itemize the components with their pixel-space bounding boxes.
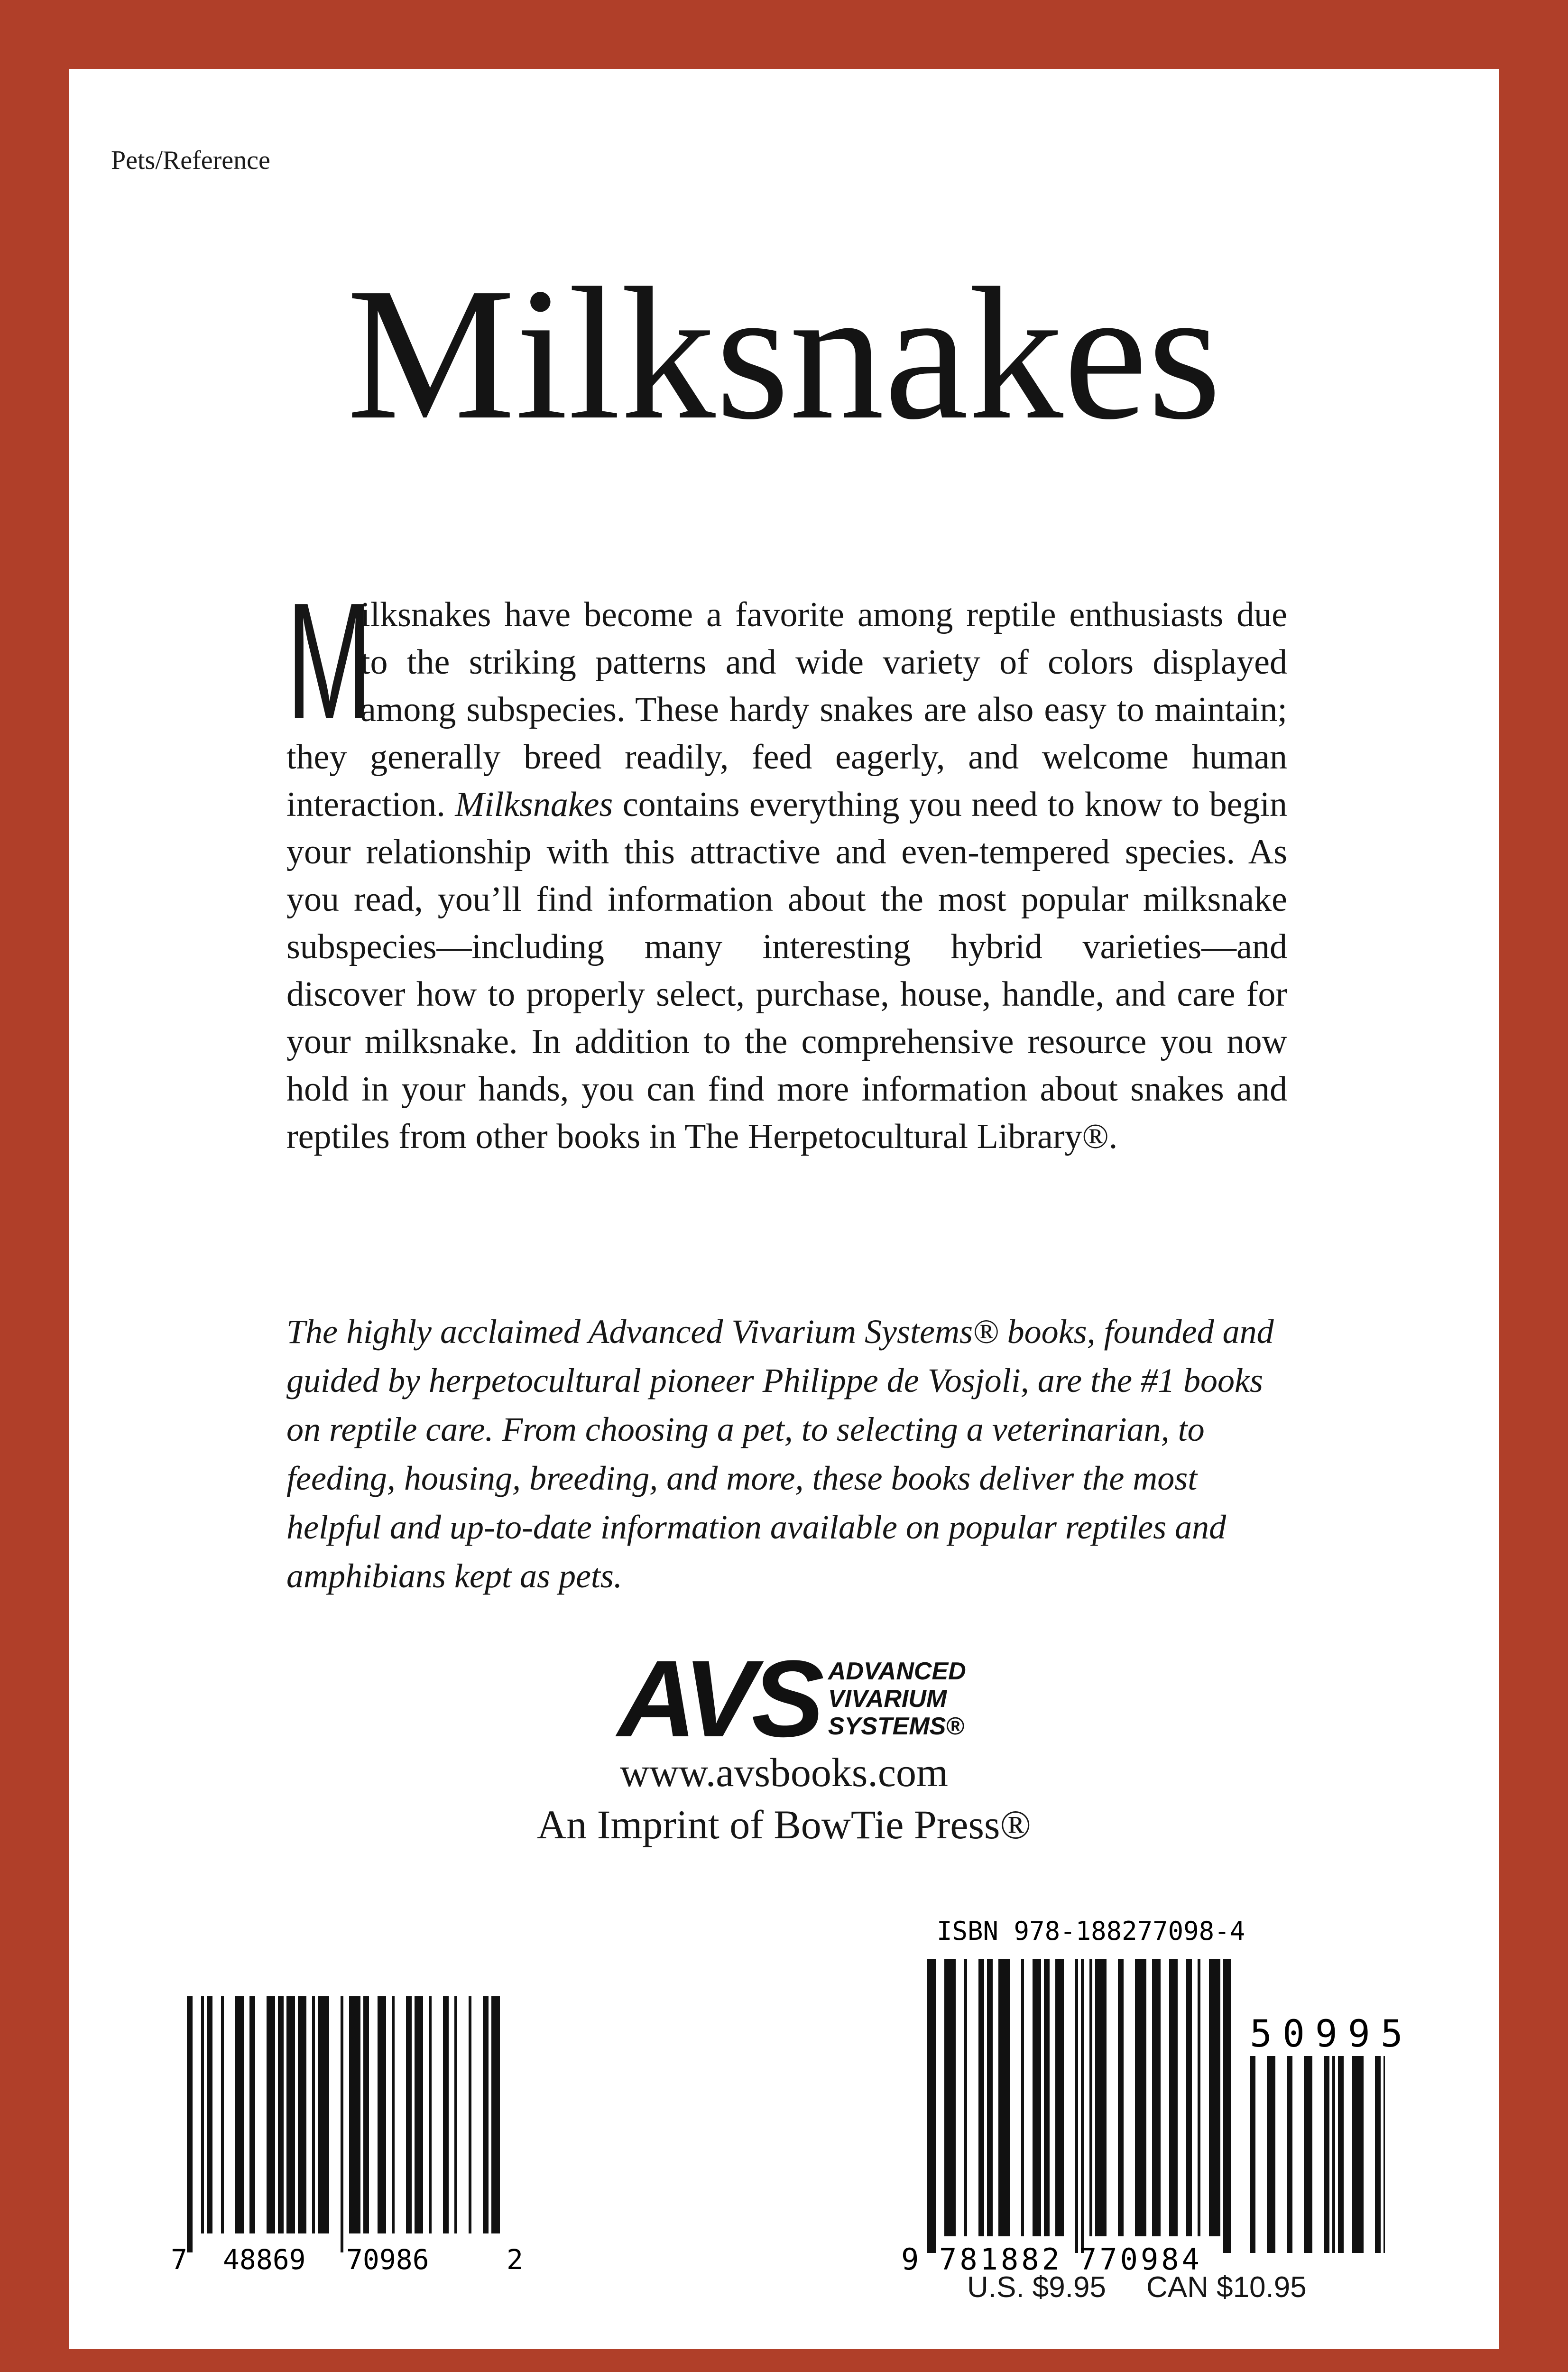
barcode-bar [998, 1959, 1010, 2236]
barcode-bar [187, 1996, 193, 2252]
barcode-bar [1044, 1959, 1050, 2236]
barcode-bar [443, 1996, 449, 2233]
barcode-bar [978, 1959, 984, 2236]
avs-logo-mark: AVS [618, 1638, 820, 1760]
barcode-bar [1021, 1959, 1024, 2236]
barcode-bar [1152, 1959, 1161, 2236]
barcode-bar [392, 1996, 395, 2233]
barcode-bar [235, 1996, 244, 2233]
barcode-bar [1338, 2056, 1344, 2253]
upc-digits-left: 48869 [223, 2243, 306, 2276]
avs-logo-line: SYSTEMS® [828, 1713, 964, 1740]
barcode-bar [987, 1959, 993, 2236]
upc-digits-right: 70986 [346, 2243, 429, 2276]
barcode-bar [201, 1996, 204, 2233]
ean-digits-right: 770984 [1079, 2242, 1202, 2277]
barcode-bar [341, 1996, 343, 2252]
barcode-bar [1033, 1959, 1041, 2236]
barcode-bar [221, 1996, 224, 2233]
barcode-bar [469, 1996, 471, 2233]
barcode-bar [491, 1996, 500, 2233]
upc-barcode-bars [187, 1996, 500, 2252]
barcode-bar [1375, 2056, 1381, 2253]
barcode-bar [1081, 1959, 1084, 2253]
barcode-bar [1095, 1959, 1107, 2236]
price-line [967, 2270, 1307, 2304]
series-tagline: The highly acclaimed Advanced Vivarium Systems® books, founded and guided by herpetocultural pioneer Philippe de Vosjoli, are the #1 books on reptile care. From choosing a pet, to selecting a veterinarian, to feeding, housing, breeding, and more, these books deliver the most helpful and up-to-date information available on popular reptiles and amphibians kept as pets. [286, 1313, 1274, 1595]
avs-logo-wordmark [828, 1658, 966, 1740]
barcode-bar [1055, 1959, 1064, 2236]
barcode-bar [298, 1996, 306, 2233]
barcode-bar [1324, 2056, 1329, 2253]
barcode-bar [1267, 2056, 1275, 2253]
barcode-bar [249, 1996, 255, 2233]
barcode-bar [318, 1996, 329, 2233]
barcode-bar [1287, 2056, 1292, 2253]
barcode-bar [1169, 1959, 1178, 2236]
avs-logo [618, 1638, 966, 1760]
description-text-1: ilksnakes have become a favorite among reptile enthusiasts due to the striking patterns and wide variety of colors displayed among subspecies. These hardy snakes are also easy to maintain; they generally breed readily, feed eagerly, and welcome human interaction. [286, 595, 1287, 824]
barcode-bar [1304, 2056, 1312, 2253]
barcode-bar [944, 1959, 956, 2236]
avs-logo-line: VIVARIUM [828, 1685, 947, 1713]
book-title: Milksnakes [346, 249, 1222, 459]
publisher-imprint: An Imprint of BowTie Press® [537, 1802, 1031, 1847]
barcode-bar [1332, 2056, 1335, 2253]
category-label: Pets/Reference [111, 146, 270, 175]
barcode-bar [1186, 1959, 1192, 2236]
barcode-bar [454, 1996, 457, 2233]
barcode-bar [378, 1996, 386, 2233]
barcode-bar [429, 1996, 432, 2233]
barcode-bar [207, 1996, 212, 2233]
ean-digits-left: 781882 [939, 2242, 1062, 2277]
description-text-2: contains everything you need to know to begin your relationship with this attractive and even-tempered species. As you read, you’ll find information about the most popular milksnake subspecies—including many interesting hybrid varieties—and discover how to properly select, purchase, house, handle, and care for your milksnake. In addition to the comprehensive resource you now hold in your hands, you can find more information about snakes and reptiles from other books in The Herpetocultural Library®. [286, 785, 1287, 1156]
barcode-bar [363, 1996, 369, 2233]
upc-digit-first: 7 [171, 2243, 187, 2276]
publisher-website: www.avsbooks.com [620, 1750, 948, 1795]
barcode-bar [286, 1996, 295, 2233]
barcode-bar [267, 1996, 275, 2233]
barcode-bar [1089, 1959, 1092, 2236]
barcode-bar [1250, 2056, 1255, 2253]
barcode-bar [1135, 1959, 1146, 2236]
barcode-bar [312, 1996, 315, 2233]
back-cover [69, 69, 1499, 2349]
barcode-bar [1352, 2056, 1364, 2253]
avs-logo-line: ADVANCED [828, 1658, 966, 1685]
description-title-italic: Milksnakes [455, 785, 613, 824]
barcode-bar [349, 1996, 360, 2233]
barcode-bar [1209, 1959, 1220, 2236]
barcode-bar [278, 1996, 284, 2233]
barcode-bar [1075, 1959, 1078, 2253]
barcode-bar [483, 1996, 489, 2233]
barcode-bar [406, 1996, 412, 2233]
isbn-label: ISBN 978-188277098-4 [937, 1916, 1245, 1946]
price-can: CAN $10.95 [1146, 2271, 1307, 2304]
price-code-digits: 50995 [1250, 2013, 1413, 2056]
isbn-barcode [856, 1914, 1477, 2279]
drop-cap: M [286, 568, 372, 754]
barcode-bar [964, 1959, 967, 2236]
barcode-bar [1198, 1959, 1200, 2236]
barcode-bar [1118, 1959, 1124, 2236]
isbn-barcode-bars [927, 1959, 1231, 2253]
ean-digit-first: 9 [901, 2242, 919, 2277]
upc-digit-last: 2 [507, 2243, 523, 2276]
barcode-bar [1223, 1959, 1231, 2253]
price-code-bars [1250, 2056, 1385, 2253]
upc-barcode [166, 1996, 526, 2281]
description-paragraph [286, 568, 1287, 1160]
barcode-bar [415, 1996, 423, 2233]
barcode-bar [1384, 2056, 1385, 2253]
price-us: U.S. $9.95 [967, 2271, 1106, 2304]
barcode-bar [927, 1959, 936, 2253]
